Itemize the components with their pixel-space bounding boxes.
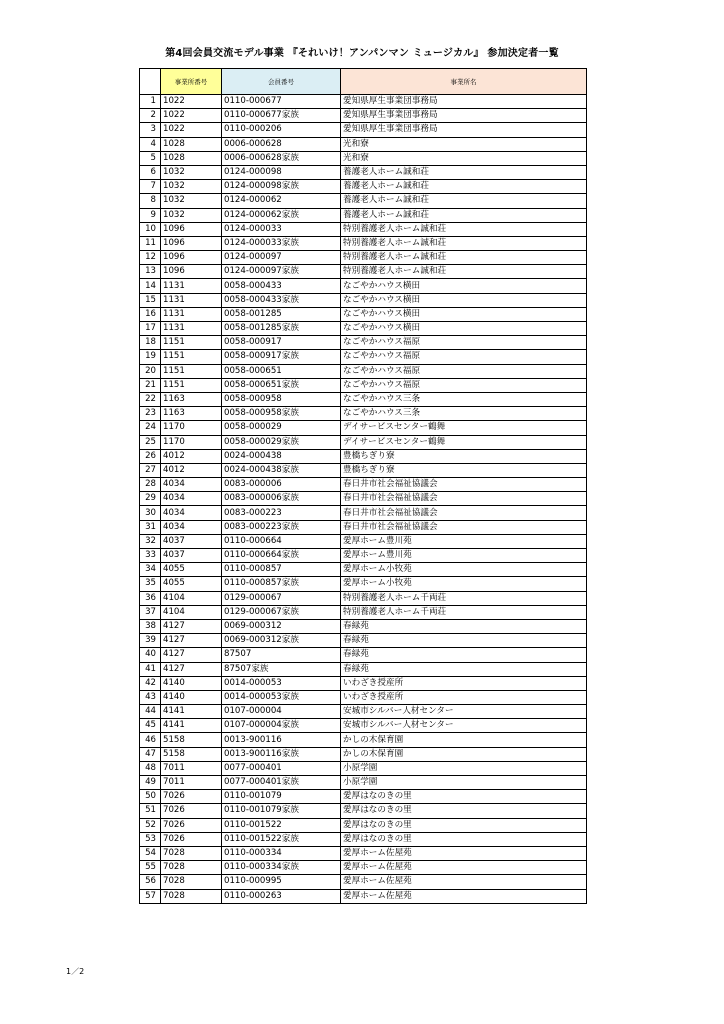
office-number-cell: 1163 xyxy=(161,392,222,406)
office-number-cell: 1032 xyxy=(161,165,222,179)
office-name-cell: なごやかハウス福原 xyxy=(341,350,587,364)
office-name-cell: 特別養護老人ホーム誠和荘 xyxy=(341,251,587,265)
office-number-cell: 1096 xyxy=(161,236,222,250)
office-name-cell: なごやかハウス福原 xyxy=(341,336,587,350)
table-row xyxy=(140,705,587,719)
member-number-cell: 0058-000651家族 xyxy=(222,378,341,392)
office-number-cell: 1032 xyxy=(161,194,222,208)
table-row xyxy=(140,392,587,406)
member-number-cell: 0058-001285 xyxy=(222,307,341,321)
table-row xyxy=(140,194,587,208)
office-number-cell: 4127 xyxy=(161,619,222,633)
table-row xyxy=(140,577,587,591)
office-name-cell: 小原学園 xyxy=(341,776,587,790)
member-number-cell: 0110-001522 xyxy=(222,818,341,832)
office-name-cell: 愛厚ホーム小牧苑 xyxy=(341,577,587,591)
table-row xyxy=(140,137,587,151)
office-name-cell: 養護老人ホーム誠和荘 xyxy=(341,194,587,208)
member-number-cell: 0110-001522家族 xyxy=(222,832,341,846)
office-number-cell: 7028 xyxy=(161,875,222,889)
table-body xyxy=(140,95,587,904)
member-number-cell: 0124-000098家族 xyxy=(222,180,341,194)
office-number-cell: 4037 xyxy=(161,534,222,548)
table-row xyxy=(140,95,587,109)
office-name-cell: 愛厚ホーム豊川苑 xyxy=(341,534,587,548)
office-name-cell: 光和寮 xyxy=(341,151,587,165)
row-number-cell: 6 xyxy=(140,165,161,179)
member-number-cell: 0110-001079家族 xyxy=(222,804,341,818)
table-row xyxy=(140,307,587,321)
page-number: 1／2 xyxy=(66,967,85,976)
member-number-cell: 0058-000029 xyxy=(222,421,341,435)
office-number-cell: 7026 xyxy=(161,804,222,818)
office-name-cell: なごやかハウス福原 xyxy=(341,378,587,392)
table-row xyxy=(140,449,587,463)
header-office-name: 事業所名 xyxy=(341,69,587,95)
table-row xyxy=(140,251,587,265)
office-name-cell: 特別養護老人ホーム誠和荘 xyxy=(341,265,587,279)
row-number-cell: 36 xyxy=(140,591,161,605)
document-title: 第4回会員交流モデル事業 『それいけ！アンパンマン ミュージカル』 参加決定者一覧 xyxy=(165,48,559,59)
table-row xyxy=(140,109,587,123)
row-number-cell: 39 xyxy=(140,634,161,648)
table-row xyxy=(140,378,587,392)
header-row-number xyxy=(140,69,161,95)
member-number-cell: 0006-000628 xyxy=(222,137,341,151)
member-number-cell: 0124-000062家族 xyxy=(222,208,341,222)
office-number-cell: 7026 xyxy=(161,790,222,804)
office-name-cell: いわざき授産所 xyxy=(341,690,587,704)
row-number-cell: 29 xyxy=(140,492,161,506)
office-name-cell: 豊橋ちぎり寮 xyxy=(341,463,587,477)
table-row xyxy=(140,605,587,619)
office-number-cell: 1131 xyxy=(161,279,222,293)
office-name-cell: 愛厚ホーム佐屋苑 xyxy=(341,875,587,889)
office-name-cell: デイサービスセンター鶴舞 xyxy=(341,421,587,435)
member-number-cell: 0110-000263 xyxy=(222,889,341,903)
member-number-cell: 0124-000033家族 xyxy=(222,236,341,250)
office-number-cell: 1022 xyxy=(161,109,222,123)
office-name-cell: 愛厚ホーム豊川苑 xyxy=(341,549,587,563)
member-number-cell: 0107-000004家族 xyxy=(222,719,341,733)
member-number-cell: 0058-000433家族 xyxy=(222,293,341,307)
office-number-cell: 4034 xyxy=(161,506,222,520)
row-number-cell: 51 xyxy=(140,804,161,818)
member-number-cell: 0013-900116家族 xyxy=(222,747,341,761)
table-row xyxy=(140,761,587,775)
member-number-cell: 0124-000097家族 xyxy=(222,265,341,279)
office-name-cell: 光和寮 xyxy=(341,137,587,151)
table-row xyxy=(140,648,587,662)
row-number-cell: 55 xyxy=(140,861,161,875)
member-number-cell: 0024-000438家族 xyxy=(222,463,341,477)
office-name-cell: 特別養護老人ホーム誠和荘 xyxy=(341,222,587,236)
office-name-cell: 春日井市社会福祉協議会 xyxy=(341,520,587,534)
member-number-cell: 0024-000438 xyxy=(222,449,341,463)
office-name-cell: 特別養護老人ホーム誠和荘 xyxy=(341,236,587,250)
table-row xyxy=(140,534,587,548)
office-number-cell: 1028 xyxy=(161,137,222,151)
row-number-cell: 11 xyxy=(140,236,161,250)
member-number-cell: 0129-000067 xyxy=(222,591,341,605)
member-number-cell: 0083-000223 xyxy=(222,506,341,520)
office-name-cell: 愛知県厚生事業団事務局 xyxy=(341,109,587,123)
row-number-cell: 24 xyxy=(140,421,161,435)
office-number-cell: 4012 xyxy=(161,463,222,477)
member-number-cell: 0110-000677家族 xyxy=(222,109,341,123)
row-number-cell: 50 xyxy=(140,790,161,804)
row-number-cell: 20 xyxy=(140,364,161,378)
row-number-cell: 47 xyxy=(140,747,161,761)
table-row xyxy=(140,662,587,676)
office-number-cell: 1022 xyxy=(161,123,222,137)
member-number-cell: 0069-000312 xyxy=(222,619,341,633)
office-name-cell: 安城市シルバー人材センター xyxy=(341,705,587,719)
office-number-cell: 4037 xyxy=(161,549,222,563)
table-row xyxy=(140,463,587,477)
row-number-cell: 2 xyxy=(140,109,161,123)
table-row xyxy=(140,478,587,492)
row-number-cell: 52 xyxy=(140,818,161,832)
member-number-cell: 0110-000677 xyxy=(222,95,341,109)
table-row xyxy=(140,208,587,222)
table-row xyxy=(140,861,587,875)
row-number-cell: 34 xyxy=(140,563,161,577)
table-row xyxy=(140,690,587,704)
row-number-cell: 35 xyxy=(140,577,161,591)
office-name-cell: なごやかハウス三条 xyxy=(341,392,587,406)
office-number-cell: 4140 xyxy=(161,676,222,690)
member-number-cell: 0058-000958 xyxy=(222,392,341,406)
row-number-cell: 1 xyxy=(140,95,161,109)
table-row xyxy=(140,407,587,421)
member-number-cell: 0110-000995 xyxy=(222,875,341,889)
office-number-cell: 1096 xyxy=(161,222,222,236)
office-name-cell: 春緑苑 xyxy=(341,648,587,662)
office-number-cell: 1151 xyxy=(161,350,222,364)
member-number-cell: 0058-000917 xyxy=(222,336,341,350)
office-name-cell: 豊橋ちぎり寮 xyxy=(341,449,587,463)
office-number-cell: 4140 xyxy=(161,690,222,704)
office-number-cell: 1022 xyxy=(161,95,222,109)
table-row xyxy=(140,619,587,633)
office-number-cell: 1170 xyxy=(161,435,222,449)
office-number-cell: 7011 xyxy=(161,776,222,790)
member-number-cell: 0107-000004 xyxy=(222,705,341,719)
member-number-cell: 0124-000062 xyxy=(222,194,341,208)
table-row xyxy=(140,776,587,790)
office-number-cell: 4127 xyxy=(161,634,222,648)
table-row xyxy=(140,676,587,690)
table-row xyxy=(140,265,587,279)
office-name-cell: 愛厚はなのきの里 xyxy=(341,804,587,818)
office-name-cell: 特別養護老人ホーム千両荘 xyxy=(341,591,587,605)
office-number-cell: 7026 xyxy=(161,832,222,846)
office-number-cell: 1151 xyxy=(161,336,222,350)
office-name-cell: 春日井市社会福祉協議会 xyxy=(341,478,587,492)
office-name-cell: 小原学園 xyxy=(341,761,587,775)
member-number-cell: 0083-000223家族 xyxy=(222,520,341,534)
member-number-cell: 0058-000917家族 xyxy=(222,350,341,364)
office-number-cell: 1131 xyxy=(161,322,222,336)
row-number-cell: 56 xyxy=(140,875,161,889)
member-number-cell: 0014-000053家族 xyxy=(222,690,341,704)
office-name-cell: 愛厚はなのきの里 xyxy=(341,832,587,846)
office-number-cell: 1028 xyxy=(161,151,222,165)
office-number-cell: 4055 xyxy=(161,577,222,591)
office-number-cell: 7011 xyxy=(161,761,222,775)
office-number-cell: 1151 xyxy=(161,364,222,378)
row-number-cell: 4 xyxy=(140,137,161,151)
row-number-cell: 8 xyxy=(140,194,161,208)
row-number-cell: 40 xyxy=(140,648,161,662)
table-row xyxy=(140,591,587,605)
office-number-cell: 5158 xyxy=(161,733,222,747)
member-number-cell: 0014-000053 xyxy=(222,676,341,690)
office-name-cell: 愛知県厚生事業団事務局 xyxy=(341,95,587,109)
table-row xyxy=(140,832,587,846)
office-name-cell: 春日井市社会福祉協議会 xyxy=(341,492,587,506)
office-name-cell: かしの木保育園 xyxy=(341,747,587,761)
member-number-cell: 0110-000334家族 xyxy=(222,861,341,875)
table-row xyxy=(140,747,587,761)
row-number-cell: 21 xyxy=(140,378,161,392)
office-number-cell: 1096 xyxy=(161,265,222,279)
office-name-cell: 養護老人ホーム誠和荘 xyxy=(341,165,587,179)
office-name-cell: 愛厚ホーム佐屋苑 xyxy=(341,889,587,903)
row-number-cell: 27 xyxy=(140,463,161,477)
member-number-cell: 0110-000664家族 xyxy=(222,549,341,563)
table-row xyxy=(140,634,587,648)
office-name-cell: 春日井市社会福祉協議会 xyxy=(341,506,587,520)
row-number-cell: 19 xyxy=(140,350,161,364)
member-number-cell: 0083-000006 xyxy=(222,478,341,492)
office-number-cell: 4034 xyxy=(161,520,222,534)
member-number-cell: 0129-000067家族 xyxy=(222,605,341,619)
table-row xyxy=(140,520,587,534)
office-number-cell: 1096 xyxy=(161,251,222,265)
office-number-cell: 1170 xyxy=(161,421,222,435)
table-row xyxy=(140,506,587,520)
table-row xyxy=(140,435,587,449)
row-number-cell: 53 xyxy=(140,832,161,846)
row-number-cell: 28 xyxy=(140,478,161,492)
office-name-cell: デイサービスセンター鶴舞 xyxy=(341,435,587,449)
member-number-cell: 0110-000857家族 xyxy=(222,577,341,591)
row-number-cell: 25 xyxy=(140,435,161,449)
office-name-cell: 養護老人ホーム誠和荘 xyxy=(341,208,587,222)
table-row xyxy=(140,421,587,435)
member-number-cell: 0058-000651 xyxy=(222,364,341,378)
office-name-cell: 養護老人ホーム誠和荘 xyxy=(341,180,587,194)
table-row xyxy=(140,180,587,194)
row-number-cell: 41 xyxy=(140,662,161,676)
office-number-cell: 4141 xyxy=(161,705,222,719)
office-name-cell: 愛厚はなのきの里 xyxy=(341,790,587,804)
office-name-cell: 春緑苑 xyxy=(341,662,587,676)
table-row xyxy=(140,875,587,889)
row-number-cell: 37 xyxy=(140,605,161,619)
row-number-cell: 16 xyxy=(140,307,161,321)
table-row xyxy=(140,279,587,293)
member-number-cell: 0013-900116 xyxy=(222,733,341,747)
office-number-cell: 4104 xyxy=(161,591,222,605)
member-number-cell: 87507家族 xyxy=(222,662,341,676)
row-number-cell: 3 xyxy=(140,123,161,137)
member-number-cell: 87507 xyxy=(222,648,341,662)
row-number-cell: 18 xyxy=(140,336,161,350)
member-number-cell: 0124-000098 xyxy=(222,165,341,179)
table-row xyxy=(140,350,587,364)
office-number-cell: 4104 xyxy=(161,605,222,619)
row-number-cell: 38 xyxy=(140,619,161,633)
table-row xyxy=(140,293,587,307)
office-name-cell: なごやかハウス福原 xyxy=(341,364,587,378)
office-number-cell: 5158 xyxy=(161,747,222,761)
row-number-cell: 22 xyxy=(140,392,161,406)
office-number-cell: 1032 xyxy=(161,208,222,222)
office-name-cell: 春緑苑 xyxy=(341,619,587,633)
row-number-cell: 13 xyxy=(140,265,161,279)
office-number-cell: 4141 xyxy=(161,719,222,733)
office-number-cell: 4034 xyxy=(161,478,222,492)
table-row xyxy=(140,818,587,832)
member-number-cell: 0058-000433 xyxy=(222,279,341,293)
office-name-cell: 愛厚はなのきの里 xyxy=(341,818,587,832)
row-number-cell: 54 xyxy=(140,846,161,860)
table-row xyxy=(140,322,587,336)
member-number-cell: 0124-000033 xyxy=(222,222,341,236)
row-number-cell: 43 xyxy=(140,690,161,704)
office-number-cell: 7028 xyxy=(161,846,222,860)
row-number-cell: 26 xyxy=(140,449,161,463)
header-member-number: 会員番号 xyxy=(222,69,341,95)
office-name-cell: 愛厚ホーム佐屋苑 xyxy=(341,861,587,875)
row-number-cell: 30 xyxy=(140,506,161,520)
office-number-cell: 4012 xyxy=(161,449,222,463)
office-number-cell: 7028 xyxy=(161,889,222,903)
member-number-cell: 0077-000401 xyxy=(222,761,341,775)
table-row xyxy=(140,563,587,577)
row-number-cell: 7 xyxy=(140,180,161,194)
table-row xyxy=(140,846,587,860)
table-row xyxy=(140,804,587,818)
member-number-cell: 0058-000958家族 xyxy=(222,407,341,421)
table-row xyxy=(140,549,587,563)
member-number-cell: 0077-000401家族 xyxy=(222,776,341,790)
office-number-cell: 4055 xyxy=(161,563,222,577)
row-number-cell: 45 xyxy=(140,719,161,733)
member-number-cell: 0083-000006家族 xyxy=(222,492,341,506)
member-number-cell: 0110-001079 xyxy=(222,790,341,804)
office-name-cell: なごやかハウス横田 xyxy=(341,279,587,293)
member-number-cell: 0058-001285家族 xyxy=(222,322,341,336)
office-number-cell: 4127 xyxy=(161,662,222,676)
office-name-cell: なごやかハウス三条 xyxy=(341,407,587,421)
office-number-cell: 7028 xyxy=(161,861,222,875)
member-number-cell: 0110-000334 xyxy=(222,846,341,860)
table-header-row xyxy=(140,69,587,95)
row-number-cell: 31 xyxy=(140,520,161,534)
member-number-cell: 0110-000857 xyxy=(222,563,341,577)
office-number-cell: 7026 xyxy=(161,818,222,832)
member-number-cell: 0124-000097 xyxy=(222,251,341,265)
table-row xyxy=(140,123,587,137)
table-row xyxy=(140,151,587,165)
member-number-cell: 0006-000628家族 xyxy=(222,151,341,165)
office-name-cell: いわざき授産所 xyxy=(341,676,587,690)
table-row xyxy=(140,222,587,236)
table-row xyxy=(140,336,587,350)
row-number-cell: 10 xyxy=(140,222,161,236)
row-number-cell: 32 xyxy=(140,534,161,548)
row-number-cell: 57 xyxy=(140,889,161,903)
row-number-cell: 44 xyxy=(140,705,161,719)
row-number-cell: 5 xyxy=(140,151,161,165)
office-number-cell: 4127 xyxy=(161,648,222,662)
office-name-cell: 愛知県厚生事業団事務局 xyxy=(341,123,587,137)
participant-table xyxy=(139,68,587,904)
row-number-cell: 14 xyxy=(140,279,161,293)
office-name-cell: なごやかハウス横田 xyxy=(341,307,587,321)
office-name-cell: かしの木保育園 xyxy=(341,733,587,747)
table-row xyxy=(140,733,587,747)
row-number-cell: 23 xyxy=(140,407,161,421)
table-row xyxy=(140,719,587,733)
row-number-cell: 33 xyxy=(140,549,161,563)
office-name-cell: なごやかハウス横田 xyxy=(341,322,587,336)
row-number-cell: 12 xyxy=(140,251,161,265)
office-name-cell: 安城市シルバー人材センター xyxy=(341,719,587,733)
office-number-cell: 1032 xyxy=(161,180,222,194)
row-number-cell: 46 xyxy=(140,733,161,747)
table-row xyxy=(140,492,587,506)
office-name-cell: なごやかハウス横田 xyxy=(341,293,587,307)
office-name-cell: 春緑苑 xyxy=(341,634,587,648)
office-number-cell: 1131 xyxy=(161,307,222,321)
row-number-cell: 17 xyxy=(140,322,161,336)
row-number-cell: 48 xyxy=(140,761,161,775)
member-number-cell: 0069-000312家族 xyxy=(222,634,341,648)
table-row xyxy=(140,236,587,250)
table-row xyxy=(140,364,587,378)
table-row xyxy=(140,889,587,903)
office-name-cell: 愛厚ホーム小牧苑 xyxy=(341,563,587,577)
office-number-cell: 1151 xyxy=(161,378,222,392)
row-number-cell: 49 xyxy=(140,776,161,790)
office-name-cell: 愛厚ホーム佐屋苑 xyxy=(341,846,587,860)
office-name-cell: 特別養護老人ホーム千両荘 xyxy=(341,605,587,619)
table-row xyxy=(140,790,587,804)
member-number-cell: 0058-000029家族 xyxy=(222,435,341,449)
table-row xyxy=(140,165,587,179)
row-number-cell: 9 xyxy=(140,208,161,222)
office-number-cell: 1163 xyxy=(161,407,222,421)
row-number-cell: 15 xyxy=(140,293,161,307)
row-number-cell: 42 xyxy=(140,676,161,690)
member-number-cell: 0110-000664 xyxy=(222,534,341,548)
office-number-cell: 1131 xyxy=(161,293,222,307)
member-number-cell: 0110-000206 xyxy=(222,123,341,137)
office-number-cell: 4034 xyxy=(161,492,222,506)
header-office-number: 事業所番号 xyxy=(161,69,222,95)
